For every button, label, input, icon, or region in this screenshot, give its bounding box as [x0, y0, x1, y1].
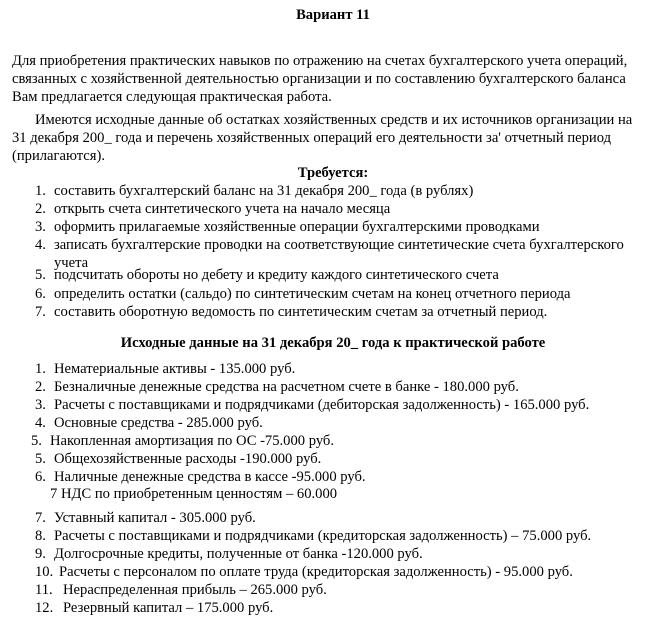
item-text: Наличные денежные средства в кассе -95.000 руб.: [54, 469, 366, 485]
list-item: [35, 285, 570, 303]
list-item: [35, 468, 366, 486]
list-item: [35, 396, 589, 414]
source-line-2: 31 декабря 200_ года и перечень хозяйственных операций его деятельности за' отчетный период: [12, 130, 612, 146]
list-item: [35, 360, 295, 378]
list-item: [35, 545, 423, 563]
item-number: 2.: [35, 201, 46, 217]
list-item: [35, 182, 473, 200]
item-number: 6.: [35, 469, 46, 485]
intro-line-1: Для приобретения практических навыков по отражению на счетах бухгалтерского учета операций,: [12, 53, 628, 69]
item-text: Нематериальные активы - 135.000 руб.: [54, 361, 296, 377]
item-text: Безналичные денежные средства на расчетном счете в банке - 180.000 руб.: [54, 379, 519, 395]
item-text: Основные средства - 285.000 руб.: [54, 415, 263, 431]
item-number: 11.: [35, 582, 53, 598]
intro-line-2: связанных с хозяйственной деятельностью организации и по составлению бухгалтерского баланса: [12, 71, 626, 87]
list-item: [35, 200, 390, 218]
item-text: определить остатки (сальдо) по синтетическим счетам на конец отчетного периода: [54, 286, 571, 302]
item-text: Расчеты с персоналом по оплате труда (кредиторская задолженность) - 95.000 руб.: [59, 564, 573, 580]
list-item: [35, 303, 547, 321]
item-number: 5.: [31, 433, 42, 449]
item-number: 1.: [35, 183, 46, 199]
item-text: Уставный капитал - 305.000 руб.: [54, 510, 256, 526]
item-number: 2.: [35, 379, 46, 395]
item-number: 7.: [35, 304, 46, 320]
item-text: оформить прилагаемые хозяйственные операции бухгалтерскими проводками: [54, 219, 540, 235]
list-item: [35, 563, 573, 581]
list-item: [35, 509, 256, 527]
item-text: Общехозяйственные расходы -190.000 руб.: [54, 451, 322, 467]
list-item: [35, 378, 519, 396]
item-number: 3.: [35, 219, 46, 235]
item-number: 4.: [35, 237, 46, 253]
list-item: [35, 218, 540, 236]
item-number: 5.: [35, 451, 46, 467]
item-text: подсчитать обороты но дебету и кредиту каждого синтетического счета: [54, 267, 499, 283]
source-line-3: (прилагаются).: [12, 148, 105, 164]
list-item: [35, 527, 591, 545]
source-data-heading: Исходные данные на 31 декабря 20_ года к практической работе: [120, 335, 546, 351]
item-text: Накопленная амортизация по ОС -75.000 руб.: [50, 433, 334, 449]
item-text: Расчеты с поставщиками и подрядчиками (кредиторская задолженность) – 75.000 руб.: [54, 528, 592, 544]
item-number: 5.: [35, 267, 46, 283]
list-item: [35, 266, 499, 284]
item-text: Расчеты с поставщиками и подрядчиками (дебиторская задолженность) - 165.000 руб.: [54, 397, 590, 413]
item-text: открыть счета синтетического учета на начало месяца: [54, 201, 391, 217]
item-text: Резервный капитал – 175.000 руб.: [63, 600, 274, 616]
item-number: 1.: [35, 361, 46, 377]
list-item-continuation: учета: [54, 255, 89, 271]
item-number: 10.: [35, 564, 54, 580]
item-number: 7.: [35, 510, 46, 526]
item-number: 3.: [35, 397, 46, 413]
item-text: записать бухгалтерские проводки на соответствующие синтетические счета бухгалтерского: [54, 237, 624, 253]
list-item-vat: 7 НДС по приобретенным ценностям – 60.000: [50, 486, 338, 502]
requirements-heading: Требуется:: [297, 165, 369, 181]
item-number: 4.: [35, 415, 46, 431]
item-number: 6.: [35, 286, 46, 302]
item-text: составить оборотную ведомость по синтетическим счетам за отчетный период.: [54, 304, 548, 320]
item-number: 8.: [35, 528, 46, 544]
list-item: [35, 450, 321, 468]
item-number: 9.: [35, 546, 46, 562]
list-item: [35, 414, 263, 432]
list-item: [31, 432, 334, 450]
source-line-1: Имеются исходные данные об остатках хозяйственных средств и их источников организации на: [35, 112, 633, 128]
list-item: [35, 599, 273, 617]
item-text: Нераспределенная прибыль – 265.000 руб.: [63, 582, 327, 598]
item-number: 12.: [35, 600, 54, 616]
list-item: [35, 581, 327, 599]
item-text: составить бухгалтерский баланс на 31 декабря 200_ года (в рублях): [54, 183, 474, 199]
item-text: Долгосрочные кредиты, полученные от банка -120.000 руб.: [54, 546, 423, 562]
intro-line-3: Вам предлагается следующая практическая работа.: [12, 89, 332, 105]
list-item: [35, 236, 624, 254]
document-title: Вариант 11: [296, 7, 370, 23]
